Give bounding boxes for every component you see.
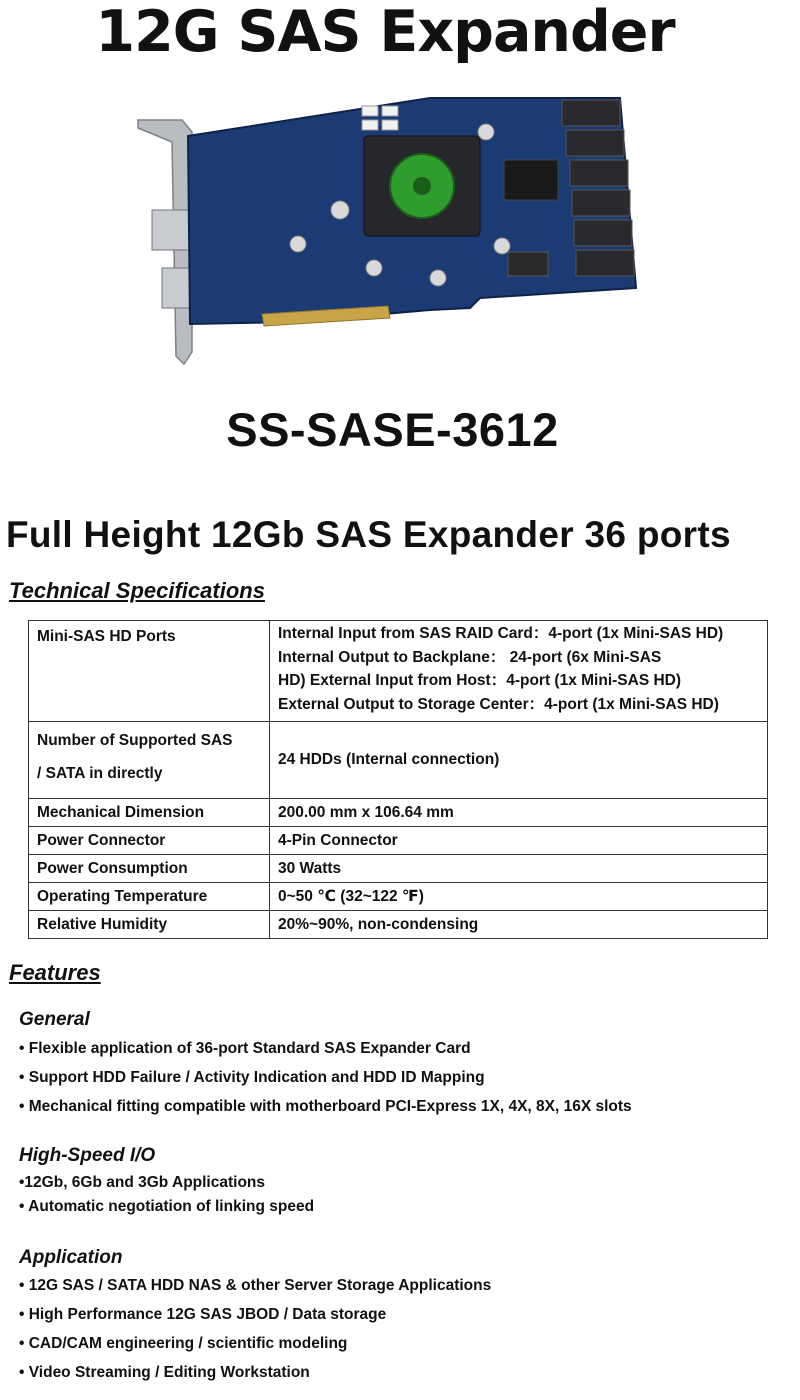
table-row: [29, 883, 768, 911]
technical-specifications-heading: Technical Specifications: [9, 578, 265, 603]
features-heading: Features: [9, 960, 101, 985]
high-speed-io-heading: High-Speed I/O: [19, 1145, 156, 1166]
controller-chip: [504, 160, 558, 200]
high-speed-io-list: [19, 1171, 314, 1219]
spec-label: Relative Humidity: [37, 915, 168, 933]
list-item: • Flexible application of 36-port Standard SAS Expander Card: [19, 1040, 471, 1057]
table-row: [29, 799, 768, 827]
spec-value-line: HD) External Input from Host：4-port (1x Mini-SAS HD): [278, 672, 682, 689]
list-item: • 12G SAS / SATA HDD NAS & other Server Storage Applications: [19, 1277, 492, 1294]
spec-label: Power Connector: [37, 831, 166, 849]
application-list: [19, 1271, 491, 1387]
spec-value: 30 Watts: [278, 859, 342, 877]
spec-value-line: External Output to Storage Center：4-port (1x Mini-SAS HD): [278, 695, 719, 713]
spec-value: 20%~90%, non-condensing: [278, 915, 479, 933]
spec-label: Number of Supported SAS: [37, 732, 233, 749]
spec-value-line: Internal Input from SAS RAID Card：4-port (1x Mini-SAS HD): [278, 625, 724, 642]
table-row: [29, 621, 768, 722]
list-item: • High Performance 12G SAS JBOD / Data storage: [19, 1306, 387, 1323]
product-subtitle: Full Height 12Gb SAS Expander 36 ports: [6, 514, 731, 555]
spec-label: [37, 790, 263, 798]
general-heading: General: [19, 1009, 90, 1030]
spec-value: 200.00 mm x 106.64 mm: [278, 803, 454, 821]
application-heading: Application: [19, 1247, 123, 1268]
table-row: [29, 827, 768, 855]
spec-value: 24 HDDs (Internal connection): [278, 751, 500, 769]
header-pins: [508, 252, 548, 276]
spec-label: Power Consumption: [37, 859, 188, 877]
list-item: • Video Streaming / Editing Workstation: [19, 1364, 310, 1381]
product-image: [130, 92, 650, 382]
table-row: [29, 722, 768, 799]
spec-label: Mechanical Dimension: [37, 803, 205, 821]
list-item: • CAD/CAM engineering / scientific modeling: [19, 1335, 348, 1352]
general-list: [19, 1034, 632, 1121]
list-item: • Automatic negotiation of linking speed: [19, 1198, 315, 1215]
specifications-table: [28, 620, 768, 939]
spec-label: Operating Temperature: [37, 887, 208, 905]
spec-value-line: Internal Output to Backplane： 24-port (6x Mini-SAS: [278, 648, 662, 666]
spec-value: 4-Pin Connector: [278, 831, 398, 849]
page-title: 12G SAS Expander: [95, 0, 675, 65]
table-row: [29, 911, 768, 939]
list-item: • Mechanical fitting compatible with motherboard PCI-Express 1X, 4X, 8X, 16X slots: [19, 1098, 632, 1115]
table-row: [29, 855, 768, 883]
model-number: SS-SASE-3612: [226, 403, 559, 456]
list-item: • Support HDD Failure / Activity Indication and HDD ID Mapping: [19, 1069, 485, 1086]
spec-value: 0~50 ℃ (32~122 ℉): [278, 887, 424, 905]
list-item: •12Gb, 6Gb and 3Gb Applications: [19, 1174, 266, 1191]
spec-label: / SATA in directly: [37, 765, 163, 782]
spec-label: Mini-SAS HD Ports: [37, 628, 176, 645]
